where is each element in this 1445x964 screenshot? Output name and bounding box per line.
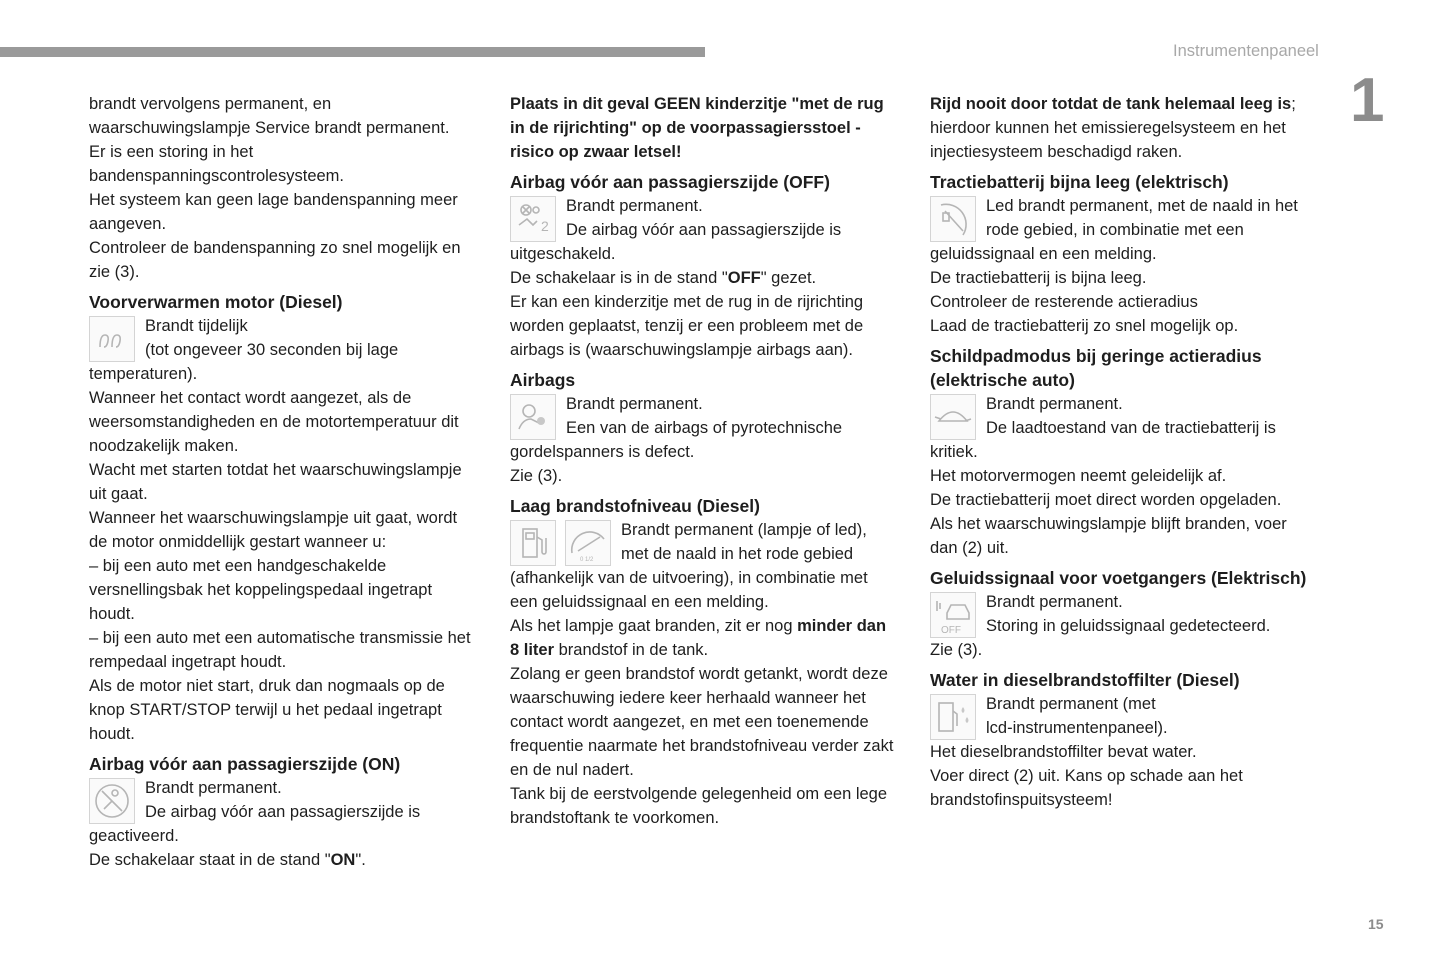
text: dan (2) uit. <box>930 539 1009 557</box>
text-line <box>89 626 499 650</box>
text: De laadtoestand van de tractiebatterij is <box>986 419 1276 437</box>
text: injectiesysteem beschadigd raken. <box>930 143 1183 161</box>
text: De tractiebatterij is bijna leeg. <box>930 269 1147 287</box>
text-line <box>89 338 499 362</box>
section-heading <box>930 170 1340 194</box>
section-heading <box>510 170 920 194</box>
text-line <box>89 674 499 698</box>
text: weersomstandigheden en de motortemperatuur dit <box>89 413 459 431</box>
text-line <box>930 242 1340 266</box>
text-line <box>89 602 499 626</box>
text: versnellingsbak het koppelingspedaal ingetrapt <box>89 581 433 599</box>
text-line <box>930 692 1340 716</box>
text: (tot ongeveer 30 seconden bij lage <box>145 341 399 359</box>
text-line <box>510 140 920 164</box>
text-line <box>930 464 1340 488</box>
text: Airbag vóór aan passagierszijde (OFF) <box>510 172 830 192</box>
text-line <box>930 392 1340 416</box>
text-line <box>510 464 920 488</box>
text-line <box>510 338 920 362</box>
page-number: 15 <box>1368 916 1384 932</box>
text-line <box>930 314 1340 338</box>
text: Brandt tijdelijk <box>145 317 248 335</box>
text-line <box>930 788 1340 812</box>
text-line <box>510 734 920 758</box>
text-line <box>89 260 499 284</box>
text: uitgeschakeld. <box>510 245 616 263</box>
section-heading <box>510 494 920 518</box>
text: Tank bij de eerstvolgende gelegenheid om een lege <box>510 785 888 803</box>
text: Laag brandstofniveau (Diesel) <box>510 496 760 516</box>
text-line <box>510 758 920 782</box>
text: Er kan een kinderzitje met de rug in de rijrichting <box>510 293 864 311</box>
text-line <box>89 578 499 602</box>
text: Tractiebatterij bijna leeg (elektrisch) <box>930 172 1229 192</box>
text: kritiek. <box>930 443 978 461</box>
text: Storing in geluidssignaal gedetecteerd. <box>986 617 1271 635</box>
text-line <box>510 440 920 464</box>
text: Water in dieselbrandstoffilter (Diesel) <box>930 670 1240 690</box>
text: De schakelaar staat in de stand " <box>89 851 331 869</box>
text-line <box>510 542 920 566</box>
text-line <box>89 164 499 188</box>
text: gordelspanners is defect. <box>510 443 695 461</box>
text-line <box>510 662 920 686</box>
text-line <box>89 458 499 482</box>
text-line <box>510 416 920 440</box>
text-line <box>510 710 920 734</box>
text: Led brandt permanent, met de naald in het <box>986 197 1298 215</box>
text: Airbags <box>510 370 576 390</box>
text: Brandt permanent. <box>986 593 1123 611</box>
text-line <box>930 512 1340 536</box>
text: Als de motor niet start, druk dan nogmaals op de <box>89 677 445 695</box>
text: " gezet. <box>760 269 817 287</box>
section-heading <box>89 290 499 314</box>
text-line <box>89 386 499 410</box>
text-line <box>89 140 499 164</box>
text: – bij een auto met een automatische transmissie het <box>89 629 471 647</box>
text: Brandt permanent. <box>566 197 703 215</box>
text-line <box>89 314 499 338</box>
text: temperaturen). <box>89 365 198 383</box>
text: De airbag vóór aan passagierszijde is <box>566 221 842 239</box>
chapter-number: 1 <box>1350 66 1385 135</box>
bold-text: minder dan <box>797 617 887 635</box>
text-line <box>510 806 920 830</box>
text: Geluidssignaal voor voetgangers (Elektrisch) <box>930 568 1307 588</box>
section-heading <box>510 368 920 392</box>
text: Zie (3). <box>930 641 983 659</box>
text: worden geplaatst, tenzij er een probleem met de <box>510 317 864 335</box>
text: hierdoor kunnen het emissieregelsysteem en het <box>930 119 1286 137</box>
bold-text: ON <box>330 851 356 869</box>
text: contact wordt aangezet, en met een toenemende <box>510 713 869 731</box>
section-title: Instrumentenpaneel <box>1173 42 1319 60</box>
text-line <box>89 434 499 458</box>
text-line <box>89 116 499 140</box>
text: Als het waarschuwingslampje blijft branden, voer <box>930 515 1287 533</box>
text-line <box>930 92 1340 116</box>
text-line <box>89 698 499 722</box>
text-line <box>89 776 499 800</box>
text: airbags is (waarschuwingslampje airbags aan). <box>510 341 853 359</box>
svg-text:OFF: OFF <box>941 625 961 636</box>
text-line <box>510 782 920 806</box>
text: houdt. <box>89 605 135 623</box>
text-line <box>89 236 499 260</box>
text: houdt. <box>89 725 135 743</box>
bold-text: OFF <box>727 269 761 287</box>
section-heading <box>89 752 499 776</box>
text-line <box>510 566 920 590</box>
text: Brandt permanent. <box>566 395 703 413</box>
text-line <box>510 242 920 266</box>
text-line <box>89 530 499 554</box>
text: risico op zwaar letsel! <box>510 143 682 161</box>
text: brandstofinspuitsysteem! <box>930 791 1113 809</box>
text-line <box>510 638 920 662</box>
text: Zie (3). <box>510 467 563 485</box>
text: Laad de tractiebatterij zo snel mogelijk op. <box>930 317 1239 335</box>
text-line <box>510 590 920 614</box>
text-line <box>89 482 499 506</box>
text: Schildpadmodus bij geringe actieradius <box>930 346 1262 366</box>
text-line <box>930 536 1340 560</box>
text: ; <box>1291 95 1296 113</box>
text: brandstof in de tank. <box>554 641 709 659</box>
bold-text: Rijd nooit door totdat de tank helemaal leeg is <box>930 95 1292 113</box>
text: Voer direct (2) uit. Kans op schade aan het <box>930 767 1243 785</box>
text: Het motorvermogen neemt geleidelijk af. <box>930 467 1227 485</box>
text: – bij een auto met een handgeschakelde <box>89 557 387 575</box>
text-line <box>89 848 499 872</box>
text: Brandt permanent. <box>986 395 1123 413</box>
text-line <box>930 488 1340 512</box>
text-line <box>930 614 1340 638</box>
text-line <box>510 392 920 416</box>
text: de motor onmiddellijk gestart wanneer u: <box>89 533 387 551</box>
text-line <box>510 290 920 314</box>
text-line <box>89 92 499 116</box>
text: en de nul nadert. <box>510 761 634 779</box>
section-heading <box>930 368 1340 392</box>
text: Controleer de resterende actieradius <box>930 293 1198 311</box>
text: Als het lampje gaat branden, zit er nog <box>510 617 798 635</box>
text-line <box>89 212 499 236</box>
text: lcd-instrumentenpaneel). <box>986 719 1168 737</box>
text: Brandt permanent (lampje of led), <box>621 521 867 539</box>
text: brandstoftank te voorkomen. <box>510 809 720 827</box>
text-line <box>930 416 1340 440</box>
text-line <box>510 686 920 710</box>
text: Controleer de bandenspanning zo snel mogelijk en <box>89 239 461 257</box>
section-heading <box>930 344 1340 368</box>
svg-text:0 1/2: 0 1/2 <box>580 557 594 563</box>
text: rode gebied, in combinatie met een <box>986 221 1244 239</box>
text-line <box>930 764 1340 788</box>
bold-text: 8 liter <box>510 641 555 659</box>
column-middle <box>510 92 920 830</box>
text: met de naald in het rode gebied <box>621 545 854 563</box>
text: De tractiebatterij moet direct worden opgeladen. <box>930 491 1282 509</box>
text: noodzakelijk maken. <box>89 437 239 455</box>
text: aangeven. <box>89 215 167 233</box>
text: Het systeem kan geen lage bandenspanning meer <box>89 191 458 209</box>
column-right <box>930 92 1340 812</box>
text-line <box>89 800 499 824</box>
section-heading <box>930 668 1340 692</box>
svg-text:2: 2 <box>541 218 549 234</box>
text: knop START/STOP terwijl u het pedaal ingetrapt <box>89 701 442 719</box>
text-line <box>930 194 1340 218</box>
text: geluidssignaal en een melding. <box>930 245 1157 263</box>
text-line <box>930 218 1340 242</box>
text-line <box>89 506 499 530</box>
text-line <box>89 188 499 212</box>
text-line <box>510 614 920 638</box>
text: waarschuwingslampje Service brandt permanent. <box>89 119 450 137</box>
text-line <box>930 140 1340 164</box>
text: rempedaal ingetrapt houdt. <box>89 653 287 671</box>
text-line <box>89 362 499 386</box>
text-line <box>510 314 920 338</box>
text: Brandt permanent. <box>145 779 282 797</box>
text: Voorverwarmen motor (Diesel) <box>89 292 343 312</box>
text: Het dieselbrandstoffilter bevat water. <box>930 743 1197 761</box>
text-line <box>930 266 1340 290</box>
text: De schakelaar is in de stand " <box>510 269 728 287</box>
text: Wanneer het contact wordt aangezet, als de <box>89 389 412 407</box>
text: in de rijrichting" op de voorpassagiersstoel - <box>510 119 861 137</box>
text-line <box>89 554 499 578</box>
text: (elektrische auto) <box>930 370 1075 390</box>
header-bar <box>0 47 705 57</box>
text: Wacht met starten totdat het waarschuwingslampje <box>89 461 462 479</box>
text: een geluidssignaal en een melding. <box>510 593 769 611</box>
text: (afhankelijk van de uitvoering), in combinatie met <box>510 569 868 587</box>
text: Brandt permanent (met <box>986 695 1156 713</box>
text: Zolang er geen brandstof wordt getankt, wordt deze <box>510 665 888 683</box>
text: geactiveerd. <box>89 827 179 845</box>
text: Plaats in dit geval GEEN kinderzitje "met de rug <box>510 95 884 113</box>
text-line <box>930 116 1340 140</box>
text-line <box>89 722 499 746</box>
text-line <box>510 116 920 140</box>
text-line <box>89 824 499 848</box>
section-heading <box>930 566 1340 590</box>
text: Een van de airbags of pyrotechnische <box>566 419 843 437</box>
text-line <box>930 716 1340 740</box>
text: De airbag vóór aan passagierszijde is <box>145 803 421 821</box>
text-line <box>510 218 920 242</box>
text-line <box>510 266 920 290</box>
text: waarschuwing iedere keer herhaald wanneer het <box>510 689 866 707</box>
text-line <box>510 92 920 116</box>
text: ". <box>355 851 366 869</box>
text-line <box>930 290 1340 314</box>
text: brandt vervolgens permanent, en <box>89 95 332 113</box>
text-line <box>930 638 1340 662</box>
text: Wanneer het waarschuwingslampje uit gaat, wordt <box>89 509 458 527</box>
text: zie (3). <box>89 263 140 281</box>
text: Er is een storing in het <box>89 143 254 161</box>
text: bandenspanningscontrolesysteem. <box>89 167 345 185</box>
text: frequentie naarmate het brandstofniveau verder zakt <box>510 737 894 755</box>
column-left <box>89 92 499 872</box>
text-line <box>89 410 499 434</box>
text: Airbag vóór aan passagierszijde (ON) <box>89 754 401 774</box>
text: uit gaat. <box>89 485 148 503</box>
text-line <box>930 440 1340 464</box>
text-line <box>930 740 1340 764</box>
text-line <box>89 650 499 674</box>
